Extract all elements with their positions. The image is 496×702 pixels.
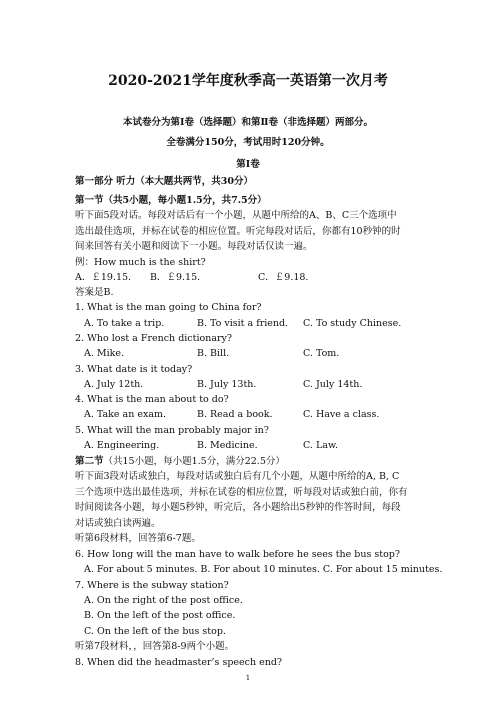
intro-score-time: 全卷满分150分，考试用时120分钟。	[166, 137, 330, 148]
example-question: 例：How much is the shirt?	[75, 257, 206, 268]
section2-heading	[75, 456, 285, 468]
option-c: C. July 14th.	[303, 379, 363, 390]
section2-instr-line: 听下面3段对话或独白，每段对话或独白后有几个小题，从题中所给的A, B, C	[75, 471, 400, 482]
section1-instr-line: 间来回答有关小题和阅读下一小题。每段对话仅读一遍。	[75, 241, 313, 252]
example-option-c: C．￡9.18.	[258, 272, 309, 283]
section2-instr-line: 时间阅读各小题，每小题5秒钟，听完后，各小题给出5秒钟的作答时间，每段	[75, 502, 401, 513]
option-c: C. Tom.	[303, 348, 340, 359]
page-number: 1	[245, 674, 251, 682]
option-b: B. Read a book.	[197, 409, 273, 420]
section1-instr-line: 选出最佳选项，并标在试卷的相应位置。听完每段对话后，你都有10秒钟的时	[75, 226, 401, 237]
question-6: 6. How long will the man have to walk before he sees the bus stop?	[75, 549, 400, 560]
example-option-b: B．￡9.15.	[150, 272, 201, 283]
section2-instr-line: 对话或独白读两遍。	[75, 518, 161, 529]
question-3: 3. What date is it today?	[75, 364, 193, 375]
option-a: A. To take a trip.	[84, 318, 165, 329]
material-6-note: 听第6段材料，回答第6-7题。	[75, 533, 201, 544]
section2-heading-label: 第二节	[75, 456, 104, 467]
part1-heading: 第一部分 听力（本大题共两节，共30分）	[75, 176, 254, 187]
example-options	[75, 272, 415, 284]
section2-instr-line: 三个选项中选出最佳选项，并标在试卷的相应位置，听每段对话或独白前，你有	[75, 487, 408, 498]
option-b: B. July 13th.	[197, 379, 257, 390]
question-5: 5. What will the man probably major in?	[75, 425, 269, 436]
question-8: 8. When did the headmaster’s speech end?	[75, 657, 283, 668]
option-a: A. July 12th.	[84, 379, 144, 390]
question-3-options	[84, 379, 424, 391]
option-b: B. Medicine.	[197, 440, 258, 451]
option-c: C. Have a class.	[303, 409, 380, 420]
volume-heading: 第Ⅰ卷	[236, 159, 260, 170]
material-7-note: 听第7段材料，，回答第8-9两个小题。	[75, 641, 235, 652]
question-4: 4. What is the man about to do?	[75, 394, 229, 405]
section2-heading-detail: （共15小题，每小题1.5分，满分22.5分）	[103, 456, 285, 467]
option-b: B. Bill.	[197, 348, 230, 359]
question-7: 7. Where is the subway station?	[75, 580, 229, 591]
question-6-options: A. For about 5 minutes. B. For about 10 minutes. C. For about 15 minutes.	[84, 564, 443, 575]
question-1-options	[84, 318, 424, 330]
section1-heading: 第一节（共5小题，每小题1.5分，共7.5分）	[75, 195, 267, 206]
example-option-a: A．￡19.15.	[75, 272, 132, 283]
question-2: 2. Who lost a French dictionary?	[75, 333, 232, 344]
question-2-options	[84, 348, 424, 360]
question-7-option-a: A. On the right of the post office.	[84, 595, 243, 606]
option-c: C. To study Chinese.	[303, 318, 402, 329]
exam-title: 2020-2021学年度秋季高一英语第一次月考	[108, 73, 388, 89]
question-1: 1. What is the man going to China for?	[75, 302, 262, 313]
question-7-option-c: C. On the left of the bus stop.	[84, 626, 226, 637]
example-answer: 答案是B.	[75, 287, 114, 298]
option-a: A. Take an exam.	[84, 409, 167, 420]
option-a: A. Engineering.	[84, 440, 160, 451]
section1-instr-line: 听下面5段对话。每段对话后有一个小题，从题中所给的A、B、C三个选项中	[75, 210, 397, 221]
question-4-options	[84, 409, 424, 421]
option-b: B. To visit a friend.	[197, 318, 289, 329]
question-7-option-b: B. On the left of the post office.	[84, 610, 236, 621]
question-5-options	[84, 440, 424, 452]
intro-structure: 本试卷分为第Ⅰ卷（选择题）和第Ⅱ卷（非选择题）两部分。	[123, 117, 373, 128]
option-c: C. Law.	[303, 440, 338, 451]
option-a: A. Mike.	[84, 348, 125, 359]
